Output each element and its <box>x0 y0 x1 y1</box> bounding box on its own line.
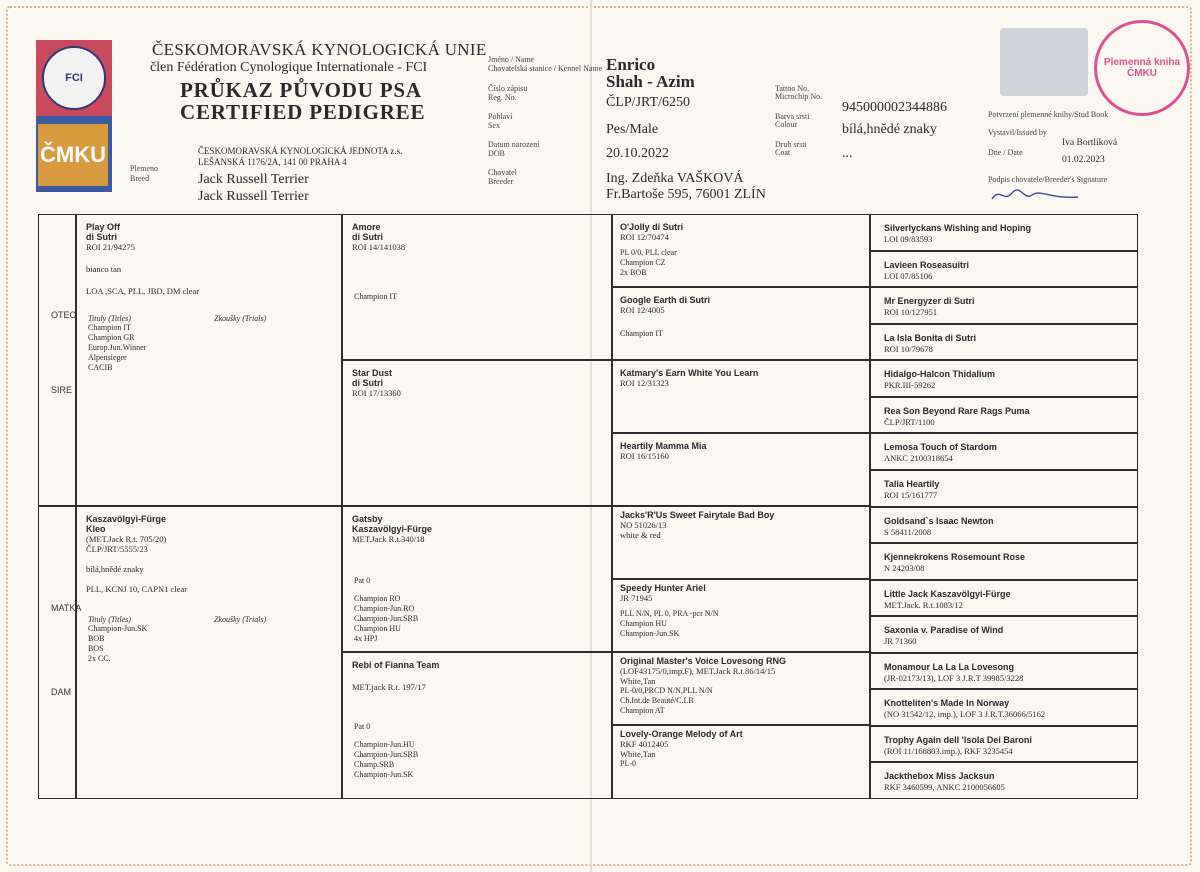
tattoo-label: Tattoo No. <box>775 84 810 93</box>
dd-dam-name: Lovely-Orange Melody of Art <box>620 729 743 739</box>
ds-dam-note-2: Champion HU <box>620 619 667 628</box>
dam-health: PLL, KCNJ 10, CAPN1 clear <box>86 584 188 594</box>
dd-sire-note-2: Ch.Int.de Beauté/C.I.B <box>620 696 694 705</box>
sire-sire-block <box>352 222 405 252</box>
dd-sire-name: Original Master's Voice Lovesong RNG <box>620 656 787 666</box>
dob-label-en: DOB <box>488 149 505 158</box>
dd-dam-note: PL-0 <box>620 759 636 768</box>
gen4-reg: (NO 31542/12, imp.), LOF 3 J.R.T.36066/5162 <box>884 709 1046 719</box>
sire-title-1: Champion IT <box>88 323 131 332</box>
fci-membership: člen Fédération Cynologique Internationale - FCI <box>150 60 428 75</box>
signature-label: Podpis chovatele/Breeder's Signature <box>988 175 1108 184</box>
dd-sire-note-1: PL-0/0,PRCD N/N,PLL N/N <box>620 686 713 695</box>
ds-sire-block <box>620 510 774 540</box>
sd-sire-reg: ROI 12/31323 <box>620 378 669 388</box>
ds-dam-name: Speedy Hunter Ariel <box>620 583 706 593</box>
sire-title-5: CACIB <box>88 363 113 372</box>
dam-title-4: 2x CC. <box>88 654 111 663</box>
hologram-sticker <box>1000 28 1088 96</box>
gen4-name: Silverlyckans Wishing and Hoping <box>884 223 1031 233</box>
dam-side-label-en: DAM <box>51 687 71 697</box>
sire-strip <box>38 214 76 506</box>
gen4-name: Rea Son Beyond Rare Rags Puma <box>884 406 1030 416</box>
dam-sire-name: Gatsby <box>352 514 383 524</box>
ds-dam-note-1: PLL N/N, PL 0, PRA -pcr N/N <box>620 609 719 618</box>
breed-value: Jack Russell Terrier <box>198 172 309 187</box>
ss-dam-note: Champion IT <box>620 329 663 338</box>
reg-label: Číslo zápisu <box>488 84 528 93</box>
dob-label: Datum narození <box>488 140 540 149</box>
sire-sire-name: Amore <box>352 222 381 232</box>
dam-block <box>86 514 187 594</box>
dam-name-2: Kleo <box>86 524 106 534</box>
dam-sire-name-2: Kaszavölgyi-Fürge <box>352 524 433 534</box>
dam-sire-title-2: Champion-Jun.RO <box>354 604 415 613</box>
ss-sire-block <box>620 222 683 278</box>
dam-dam-title-1: Champion-Jun.HU <box>354 740 415 749</box>
breeder-label: Chovatel <box>488 168 517 177</box>
sire-sire-title: Champion IT <box>354 292 397 301</box>
cmku-logo <box>36 40 112 192</box>
gen4-name: Goldsand`s Isaac Newton <box>884 516 994 526</box>
dam-sire-pat: Pat 0 <box>354 576 371 585</box>
dam-dam-pat: Pat 0 <box>354 722 371 731</box>
sire-title-2: Champion GR <box>88 333 135 342</box>
dam-dam-title-2: Champion-Jun.SRB <box>354 750 419 759</box>
dog-kennel: Shah - Azim <box>606 72 695 91</box>
sd-dam-block <box>620 441 707 461</box>
stamp-text: Plemenná kniha ČMKU <box>1103 57 1181 79</box>
dd-sire-note-3: Champion AT <box>620 706 665 715</box>
dd-sire-reg: (LOF43175/0,imp.F), MET.Jack R.t.86/14/15 <box>620 666 776 676</box>
ds-sire-colour: white & red <box>620 530 661 540</box>
gen4-name: Lemosa Touch of Stardom <box>884 442 997 452</box>
dam-titles <box>88 624 147 664</box>
sire-sire-name-2: di Sutri <box>352 232 383 242</box>
reg-value: ČLP/JRT/6250 <box>606 95 690 110</box>
sex-value: Pes/Male <box>606 122 659 137</box>
pedigree-table <box>38 214 1138 799</box>
breed-label: Plemeno <box>130 164 158 173</box>
cmku-emblem-icon <box>38 124 108 186</box>
club-address: LEŠANSKÁ 1176/2A, 141 00 PRAHA 4 <box>198 157 347 167</box>
ds-dam-note-3: Champion-Jun.SK <box>620 629 680 638</box>
breed-label-en: Breed <box>130 174 150 183</box>
microchip-label: Microchip No. <box>775 92 823 101</box>
sd-dam-name: Heartily Mamma Mia <box>620 441 707 451</box>
title-cz: PRŮKAZ PŮVODU PSA <box>180 78 422 102</box>
dam-sire-block <box>352 514 432 544</box>
date-value: 01.02.2023 <box>1062 155 1105 165</box>
date-label: Dne / Date <box>988 148 1023 157</box>
gen4-name: Hidalgo-Halcon Thidalium <box>884 369 996 379</box>
gen4-name: Monamour La La La Lovesong <box>884 662 1015 672</box>
dam-sire-title-1: Champion RO <box>354 594 401 603</box>
ds-dam-reg: JR 71945 <box>620 593 653 603</box>
kennel-label: Chovatelská stanice / Kennel Name <box>488 64 603 73</box>
dam-dam-name: Rebi of Fianna Team <box>352 660 440 670</box>
sire-trials-label: Zkoušky (Trials) <box>214 314 267 323</box>
gen4-name: Lavieen Roseasuitri <box>884 260 970 270</box>
dam-colour: bílá,hnědé znaky <box>86 564 144 574</box>
union-heading: ČESKOMORAVSKÁ KYNOLOGICKÁ UNIE <box>152 40 487 59</box>
dam-reg-2: ČLP/JRT/5555/23 <box>86 544 148 554</box>
name-label: Jméno / Name <box>488 55 535 64</box>
sire-reg: ROI 21/94275 <box>86 242 135 252</box>
gen4-name: Trophy Again dell 'Isola Dei Baroni <box>884 735 1032 745</box>
dam-trials-label: Zkoušky (Trials) <box>214 615 267 624</box>
sire-side-label: OTEC <box>51 310 77 320</box>
gen4-reg: ROI 10/127951 <box>884 307 938 317</box>
reg-label-en: Reg. No. <box>488 93 517 102</box>
dam-dam-titles <box>354 740 418 780</box>
cmku-label: ČMKU <box>40 142 106 167</box>
gen4-reg: ROI 15/161777 <box>884 490 938 500</box>
dd-dam-colour: White,Tan <box>620 749 656 759</box>
sd-sire-block <box>620 368 758 388</box>
gen4-name: Kjennekrokens Rosemount Rose <box>884 552 1026 562</box>
sire-dam-name: Star Dust <box>352 368 393 378</box>
dam-sire-title-5: 4x HPJ <box>354 634 378 643</box>
gen4-reg: PKR.III-59262 <box>884 380 936 390</box>
gen4-reg: S 58411/2008 <box>884 527 932 537</box>
dam-dam-reg: MET.jack R.t. 197/17 <box>352 682 426 692</box>
sire-side-label-en: SIRE <box>51 385 73 395</box>
gen4-reg: JR 71360 <box>884 636 917 646</box>
coat-label-en: Coat <box>775 148 791 157</box>
sire-name: Play Off <box>86 222 121 232</box>
dam-dam-block <box>352 660 439 692</box>
gen4-name: Mr Energyzer di Sutri <box>884 296 975 306</box>
issued-by-label: Vystavil/Issued by <box>988 128 1047 137</box>
fci-label: FCI <box>65 72 83 84</box>
ds-sire-reg: NO 51026/13 <box>620 520 667 530</box>
gen4-reg: ČLP/JRT/1100 <box>884 417 935 427</box>
sire-block <box>86 222 199 296</box>
dd-sire-block <box>620 656 786 716</box>
colour-label: Barva srsti <box>775 112 810 121</box>
ss-dam-block <box>620 295 710 339</box>
dam-side-label: MATKA <box>51 603 82 613</box>
gen4-reg: LOI 09/83593 <box>884 234 933 244</box>
gen4-reg: MET.Jack. R.t.1083/12 <box>884 600 963 610</box>
ss-dam-reg: ROI 12/4005 <box>620 305 665 315</box>
gen4-name: La Isla Bonita di Sutri <box>884 333 977 343</box>
dam-dam-title-4: Champion-Jun.SK <box>354 770 414 779</box>
gen4-reg: (ROI 11/168803.imp.), RKF 3235454 <box>884 746 1013 756</box>
sire-dam-block <box>352 368 401 398</box>
fci-seal-icon <box>42 46 106 110</box>
sire-dam-name-2: di Sutri <box>352 378 383 388</box>
gen4-reg: (JR-02173/13), LOF 3 J.R.T 39985/3228 <box>884 673 1024 683</box>
dam-strip <box>38 506 82 799</box>
breeder-address: Fr.Bartoše 595, 76001 ZLÍN <box>606 187 766 202</box>
dd-dam-reg: RKF 4012405 <box>620 739 669 749</box>
gen4-name: Talia Heartily <box>884 479 940 489</box>
dob-value: 20.10.2022 <box>606 146 669 161</box>
breeder-name: Ing. Zdeňka VAŠKOVÁ <box>606 171 744 186</box>
dam-sire-titles <box>354 594 418 644</box>
gen4-name: Jackthebox Miss Jacksun <box>884 771 995 781</box>
colour-value: bílá,hnědé znaky <box>842 122 937 137</box>
breeder-signature <box>990 185 1080 205</box>
sire-colour: bianco tan <box>86 264 122 274</box>
issued-by-value: Iva Bortlíková <box>1062 138 1118 148</box>
sd-sire-name: Katmary's Earn White You Learn <box>620 368 759 378</box>
gen4-reg: RKF 3460599, ANKC 2100056605 <box>884 782 1005 792</box>
sire-sire-reg: ROI 14/141038 <box>352 242 406 252</box>
dam-title-1: Champion-Jun.SK <box>88 624 148 633</box>
ss-sire-name: O'Jolly di Sutri <box>620 222 684 232</box>
colour-label-en: Colour <box>775 120 798 129</box>
dam-sire-reg: MET.Jack R.t.340/18 <box>352 534 425 544</box>
gen4-name: Knotteliten's Made In Norway <box>884 698 1010 708</box>
dam-title-3: BOS <box>88 644 104 653</box>
ss-sire-note-1: PL 0/0, PLL clear <box>620 248 677 257</box>
sire-titles <box>88 323 146 373</box>
ds-sire-name: Jacks'R'Us Sweet Fairytale Bad Boy <box>620 510 775 520</box>
dam-title-2: BOB <box>88 634 105 643</box>
dog-name: Enrico <box>606 55 656 74</box>
dam-dam-title-3: Champ.SRB <box>354 760 395 769</box>
sex-label: Pohlaví <box>488 112 513 121</box>
studbook-stamp <box>1094 20 1190 116</box>
dd-dam-block <box>620 729 743 769</box>
gen4-reg: ANKC 2100318654 <box>884 453 953 463</box>
sire-name-2: di Sutri <box>86 232 117 242</box>
gen4-reg: LOI 07/85106 <box>884 271 933 281</box>
sex-label-en: Sex <box>488 121 500 130</box>
coat-value: ... <box>842 146 853 161</box>
dd-sire-colour: White,Tan <box>620 676 656 686</box>
gen4-reg: N 24203/08 <box>884 563 925 573</box>
dam-reg-1: (MET.Jack R.t. 705/20) <box>86 534 167 544</box>
ss-sire-reg: ROI 12/70474 <box>620 232 669 242</box>
dam-sire-title-4: Champion HU <box>354 624 401 633</box>
gen4-reg: ROI 10/79678 <box>884 344 933 354</box>
sire-dam-reg: ROI 17/13360 <box>352 388 401 398</box>
gen4-name: Little Jack Kaszavölgyi-Fürge <box>884 589 1011 599</box>
microchip-value: 945000002344886 <box>842 100 947 115</box>
sd-dam-reg: ROI 16/15160 <box>620 451 669 461</box>
ss-sire-note-2: Champion CZ <box>620 258 666 267</box>
sire-health: LOA ,SCA, PLL, JBD, DM clear <box>86 286 200 296</box>
studbook-label: Potvrzení plemenné knihy/Stud Book <box>988 110 1109 119</box>
ss-sire-note-3: 2x BOB <box>620 268 647 277</box>
dam-titles-label: Tituly (Titles) <box>88 615 131 624</box>
gen4-name: Saxonia v. Paradise of Wind <box>884 625 1004 635</box>
ds-dam-block <box>620 583 719 639</box>
club-name: ČESKOMORAVSKÁ KYNOLOGICKÁ JEDNOTA z.s. <box>198 146 403 156</box>
dam-name: Kaszavölgyi-Fürge <box>86 514 167 524</box>
breeder-label-en: Breeder <box>488 177 514 186</box>
sire-title-4: Alpensieger <box>88 353 127 362</box>
ss-dam-name: Google Earth di Sutri <box>620 295 711 305</box>
dam-sire-title-3: Champion-Jun.SRB <box>354 614 419 623</box>
coat-label: Druh srsti <box>775 140 807 149</box>
title-en: CERTIFIED PEDIGREE <box>180 100 426 124</box>
sire-titles-label: Tituly (Titles) <box>88 314 131 323</box>
breed-value-en: Jack Russell Terrier <box>198 189 309 204</box>
sire-title-3: Europ.Jun.Winner <box>88 343 147 352</box>
